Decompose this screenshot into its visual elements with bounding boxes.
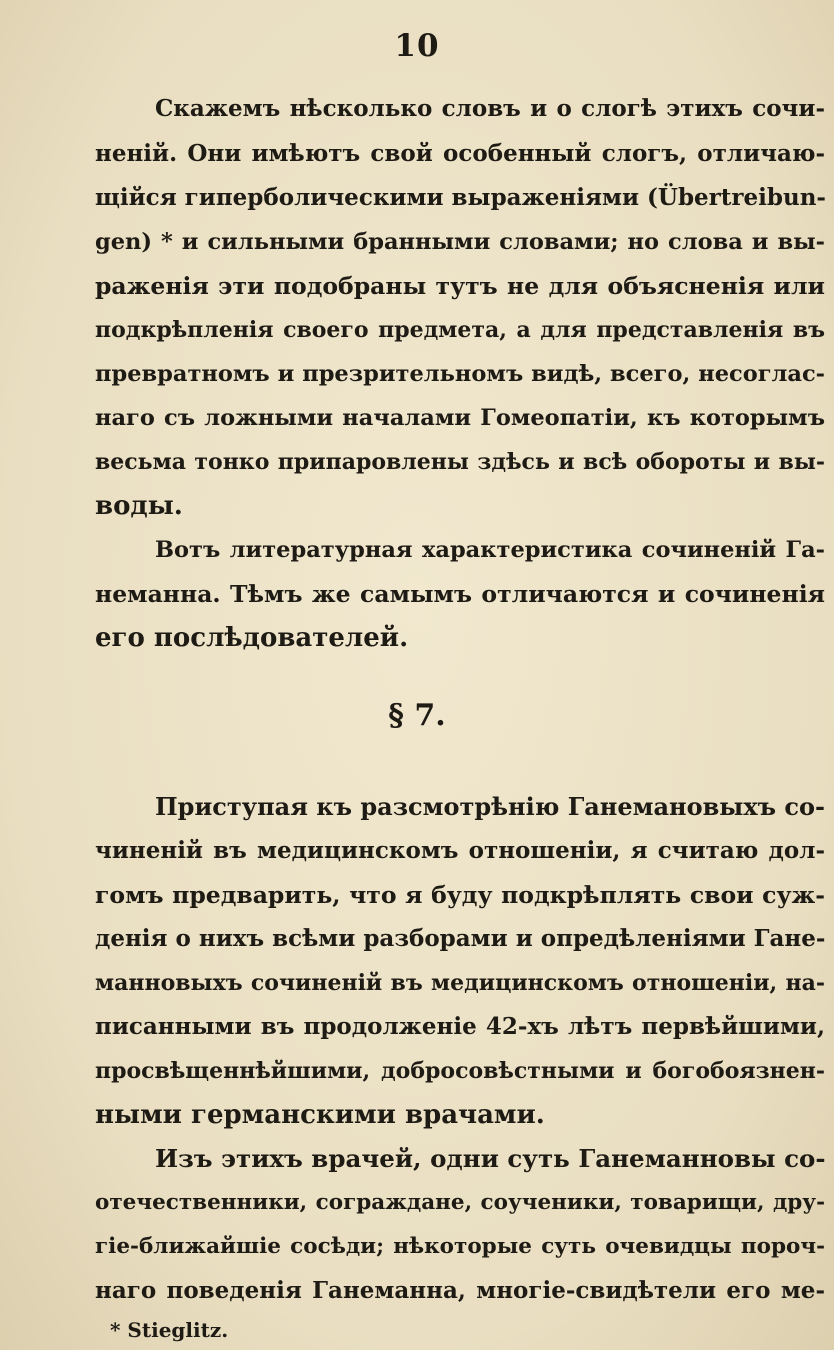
paragraph-4-line-2: отечественники, сограждане, соученики, товарищи, дру- [95, 1190, 825, 1215]
paragraph-3-line-7: просвѣщеннѣйшими, добросовѣстными и богобоязнен- [95, 1058, 825, 1084]
paragraph-3-line-6: писанными въ продолженіе 42-хъ лѣтъ первѣйшими, [95, 1013, 825, 1040]
paragraph-1-line-10: воды. [95, 491, 183, 521]
paragraph-1-line-7: превратномъ и презрительномъ видѣ, всего, несоглас- [95, 361, 825, 387]
paragraph-2-line-1: Вотъ литературная характеристика сочиненій Га- [155, 537, 825, 563]
paragraph-1-line-9: весьма тонко припаровлены здѣсь и всѣ обороты и вы- [95, 449, 825, 475]
paragraph-1-line-8: наго съ ложными началами Гомеопатіи, къ которымъ [95, 405, 825, 431]
paragraph-3-line-2: чиненій въ медицинскомъ отношеніи, я считаю дол- [95, 837, 825, 864]
paragraph-3-line-4: денія о нихъ всѣми разборами и опредѣленіями Гане- [95, 925, 826, 952]
paragraph-3-line-3: гомъ предварить, что я буду подкрѣплять свои суж- [95, 881, 825, 909]
paragraph-1-line-1: Скажемъ нѣсколько словъ и о слогѣ этихъ сочи- [155, 95, 825, 122]
paragraph-3-line-8: ными германскими врачами. [95, 1100, 545, 1130]
page-number: 10 [394, 28, 440, 64]
paragraph-4-line-4: наго поведенія Ганеманна, многіе-свидѣтели его ме- [95, 1277, 825, 1304]
paragraph-1-line-4: gen) * и сильными бранными словами; но слова и вы- [95, 229, 825, 255]
paragraph-4-line-3: гіе-ближайшіе сосѣди; нѣкоторые суть очевидцы пороч- [95, 1234, 825, 1259]
paragraph-2-line-2: неманна. Тѣмъ же самымъ отличаются и сочиненія [95, 580, 825, 608]
paragraph-3-line-5: манновыхъ сочиненій въ медицинскомъ отношеніи, на- [95, 970, 825, 996]
footnote: * Stieglitz. [110, 1318, 229, 1342]
paragraph-1-line-6: подкрѣпленія своего предмета, а для представленія въ [95, 317, 825, 343]
section-heading: § 7. [388, 698, 446, 733]
paragraph-3-line-1: Приступая къ разсмотрѣнію Ганемановыхъ со- [155, 792, 826, 821]
paragraph-1-line-5: раженія эти подобраны тутъ не для объясненія или [95, 272, 825, 300]
paragraph-1-line-2: неній. Они имѣютъ свой особенный слогъ, отличаю- [95, 140, 825, 167]
paragraph-2-line-3: его послѣдователей. [95, 623, 409, 653]
paragraph-1-line-3: щійся гиперболическими выраженіями (Übertreibun- [95, 184, 826, 211]
paragraph-4-line-1: Изъ этихъ врачей, одни суть Ганеманновы со- [155, 1144, 826, 1173]
